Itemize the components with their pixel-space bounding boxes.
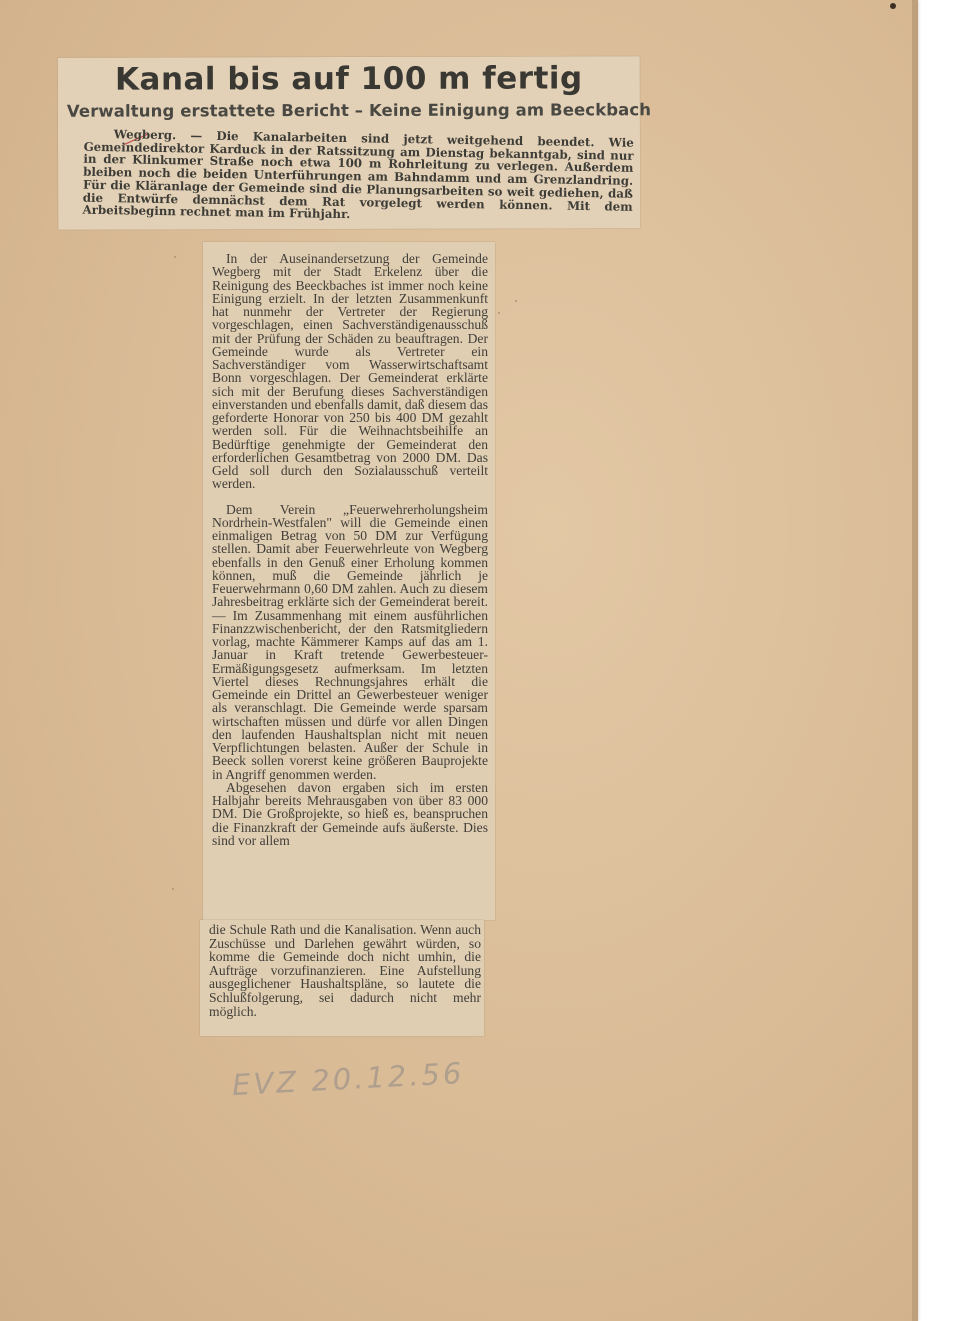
paper-speck — [174, 256, 176, 258]
subheadline: Verwaltung erstattete Bericht – Keine Einigung am Beeckbach — [66, 100, 652, 121]
article-column-clipping — [203, 242, 495, 920]
paper-speck — [498, 312, 500, 314]
headline-clipping — [58, 56, 652, 230]
paper-speck — [515, 300, 517, 302]
punch-hole — [890, 3, 896, 9]
sheet-edge — [912, 0, 918, 1321]
headline: Kanal bis auf 100 m fertig — [114, 60, 583, 98]
article-paragraph: Abgesehen davon ergaben sich im ersten Halbjahr bereits Mehrausgaben von über 83 000 DM. Die Großprojekte, so hieß es, beanspruchen die Finanzkraft der Gemeinde aufs äußerste. Dies sind vor allem — [212, 779, 488, 848]
article-continuation-clipping — [200, 920, 484, 1036]
lead-text: Wegberg. — Die Kanalarbeiten sind jetzt weitgehend beendet. Wie Gemeindedirektor Karduck in der Ratssitzung am Dienstag bekanntgab, sind nur in der Klinkumer Straße noch etwa 100 m Rohrleitung zu verlegen. Außerdem bleiben noch die beiden Unterführungen am Bahndamm und am Grenzlandring. Für die Kläranlage der Gemeinde sind die Planungsarbeiten so weit gediehen, daß die Entwürfe demnächst dem Rat vorgelegt werden können. Mit dem Arbeitsbeginn rechnet man im Frühjahr. — [82, 127, 634, 222]
paper-speck — [172, 888, 174, 890]
lead-paragraph — [82, 128, 633, 226]
article-continuation-text — [209, 923, 481, 1018]
article-paragraph: die Schule Rath und die Kanalisation. Wenn auch Zuschüsse und Darlehen gewährt würden, so komme die Gemeinde doch nicht umhin, die Aufträge vorzufinanzieren. Eine Aufstellung ausgeglichener Haushaltspläne, so lautete die Schlußfolgerung, sei dadurch nicht mehr möglich. — [209, 922, 481, 1019]
article-paragraph: Dem Verein „Feuerwehrerholungsheim Nordrhein-Westfalen" will die Gemeinde einen einmaligen Betrag von 50 DM zur Verfügung stellen. Damit aber Feuerwehrleute von Wegberg ebenfalls in den Genuß einer Erholung kommen können, muß die Gemeinde jährlich je Feuerwehrmann 0,60 DM zahlen. Auch zu diesem Jahresbeitrag erklärte sich der Gemeinderat bereit. — Im Zusammenhang mit einem ausführlichen Finanzzwischenbericht, der den Ratsmitgliedern vorlag, machte Kämmerer Kamps auf das am 1. Januar in Kraft tretende Gewerbesteuer-Ermäßigungsgesetz aufmerksam. Im letzten Viertel dieses Rechnungsjahres erhält die Gemeinde ein Drittel an Gewerbesteuer weniger als veranschlagt. Die Gemeinde werde sparsam wirtschaften müssen und dürfe vor allen Dingen den laufenden Haushaltsplan nicht mit neuen Verpflichtungen belasten. Außer der Schule in Beeck sollen vorerst keine größeren Bauprojekte in Angriff genommen werden. — [212, 501, 488, 782]
article-column-text — [212, 252, 488, 847]
article-paragraph: In der Auseinandersetzung der Gemeinde Wegberg mit der Stadt Erkelenz über die Reinigung des Beeckbaches ist immer noch keine Einigung erzielt. In der letzten Zusammenkunft hat nunmehr der Vertreter der Regierung vorgeschlagen, einen Sachverständigenausschuß mit der Prüfung der Schäden zu beauftragen. Der Gemeinde wurde als Vertreter ein Sachverständiger vom Wasserwirtschaftsamt Bonn vorgeschlagen. Der Gemeinderat erklärte sich mit der Berufung dieses Sachverständigen einverstanden und ebenfalls damit, daß diesem das geforderte Honorar von 250 bis 400 DM gezahlt werden soll. Für die Weihnachtsbeihilfe an Bedürftige genehmigte der Gemeinderat den erforderlichen Gesamtbetrag von 2000 DM. Das Geld soll durch den Sozialausschuß verteilt werden. — [212, 251, 488, 492]
handwritten-source-note: EVZ 20.12.56 — [231, 1055, 466, 1103]
